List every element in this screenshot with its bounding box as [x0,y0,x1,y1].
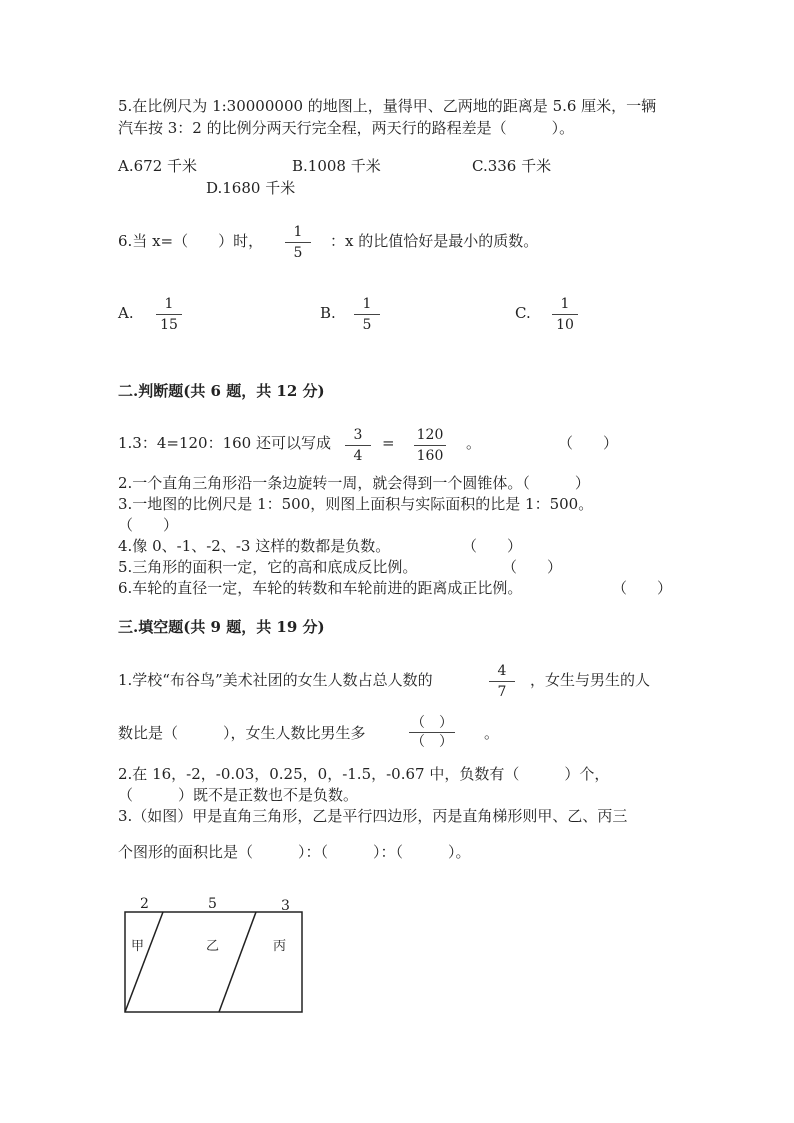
q6-option-c-label: C. [515,304,531,322]
fraction-denominator-blank[interactable]: （ ） [411,734,453,750]
figure-line-jia-yi [125,912,163,1012]
q6-option-a-label: A. [118,304,134,322]
figure-region-jia: 甲 [131,939,145,954]
fraction-denominator: 15 [160,317,178,333]
figure-outer-rectangle [125,912,302,1012]
q5-line2: 汽车按 3：2 的比例分两天行完全程，两天行的路程差是（ ）。 [118,119,575,137]
q5-option-a: A.672 千米 [118,157,197,175]
section2-heading: 二.判断题(共 6 题，共 12 分) [118,382,325,400]
judge-item-1-prefix: 1.3：4=120：160 还可以写成 [118,434,331,452]
fraction-numerator-blank[interactable]: （ ） [411,715,453,731]
judge-item-4: 4.像 0、-1、-2、-3 这样的数都是负数。 [118,537,391,555]
q5-line1: 5.在比例尺为 1:30000000 的地图上，量得甲、乙两地的距离是 5.6 厘米，一辆 [118,97,657,115]
fill-q1-fraction-blank[interactable] [409,715,455,750]
q6-option-b-label: B. [320,304,336,322]
judge-item-1-equals: = [382,434,395,452]
judge-item-1-end: 。 [466,434,482,452]
figure-region-yi: 乙 [206,939,220,954]
judge-item-1-answer-blank[interactable]: （ ） [558,434,619,452]
shapes-figure [118,890,318,1025]
fraction-numerator: 1 [164,296,174,312]
judge-item-1-fraction-left [343,427,373,464]
fill-q3-line2: 个图形的面积比是（ ）：（ ）：（ ）。 [118,843,471,861]
figure-label-3: 3 [281,898,290,914]
fill-q1-part3: 数比是（ ），女生人数比男生多 [118,724,366,742]
figure-line-yi-bing [219,912,256,1012]
q6-option-a-fraction [154,296,184,333]
fill-q2-line2: （ ）既不是正数也不是负数。 [118,786,359,804]
fraction-denominator: 5 [293,245,303,261]
judge-item-3-answer-blank[interactable]: （ ） [118,516,179,534]
fraction-denominator: 160 [416,448,444,464]
judge-item-4-answer-blank[interactable]: （ ） [462,537,523,555]
fraction-denominator: 10 [556,317,574,333]
judge-item-5-answer-blank[interactable]: （ ） [502,558,563,576]
fill-q1-fraction [487,663,517,700]
judge-item-5: 5.三角形的面积一定，它的高和底成反比例。 [118,558,418,576]
q5-option-d: D.1680 千米 [206,179,296,197]
figure-label-5: 5 [208,896,217,912]
fraction-numerator: 120 [416,427,444,443]
section3-heading: 三.填空题(共 9 题，共 19 分) [118,618,325,636]
q6-suffix: ：x 的比值恰好是最小的质数。 [330,232,539,250]
q5-option-c: C.336 千米 [472,157,552,175]
judge-item-6: 6.车轮的直径一定，车轮的转数和车轮前进的距离成正比例。 [118,579,523,597]
fill-q1-end: 。 [484,724,500,742]
judge-item-3: 3.一地图的比例尺是 1：500，则图上面积与实际面积的比是 1：500。 [118,495,594,513]
q5-option-b: B.1008 千米 [292,157,381,175]
fill-q1-part2: ，女生与男生的人 [530,671,651,689]
judge-item-6-answer-blank[interactable]: （ ） [612,579,673,597]
fill-q2-line1: 2.在 16，-2，-0.03，0.25，0，-1.5，-0.67 中，负数有（ ）个， [118,765,610,783]
q6-option-c-fraction [550,296,580,333]
fraction-numerator: 1 [293,224,303,240]
judge-item-1-fraction-right [412,427,448,464]
fraction-numerator: 1 [560,296,570,312]
q6-prefix: 6.当 x=（ ）时， [118,232,264,250]
fraction-numerator: 1 [362,296,372,312]
fraction-numerator: 3 [353,427,363,443]
fraction-denominator: 7 [497,684,507,700]
figure-region-bing: 丙 [273,939,287,954]
fraction-denominator: 4 [353,448,363,464]
q6-option-b-fraction [352,296,382,333]
fill-q1-part1: 1.学校“布谷鸟”美术社团的女生人数占总人数的 [118,671,433,689]
figure-label-2: 2 [140,896,149,912]
judge-item-2: 2.一个直角三角形沿一条边旋转一周，就会得到一个圆锥体。（ ） [118,474,590,492]
fill-q3-line1: 3.（如图）甲是直角三角形，乙是平行四边形，丙是直角梯形则甲、乙、丙三 [118,807,628,825]
fraction-denominator: 5 [362,317,372,333]
q6-fraction [283,224,313,261]
fraction-numerator: 4 [497,663,507,679]
